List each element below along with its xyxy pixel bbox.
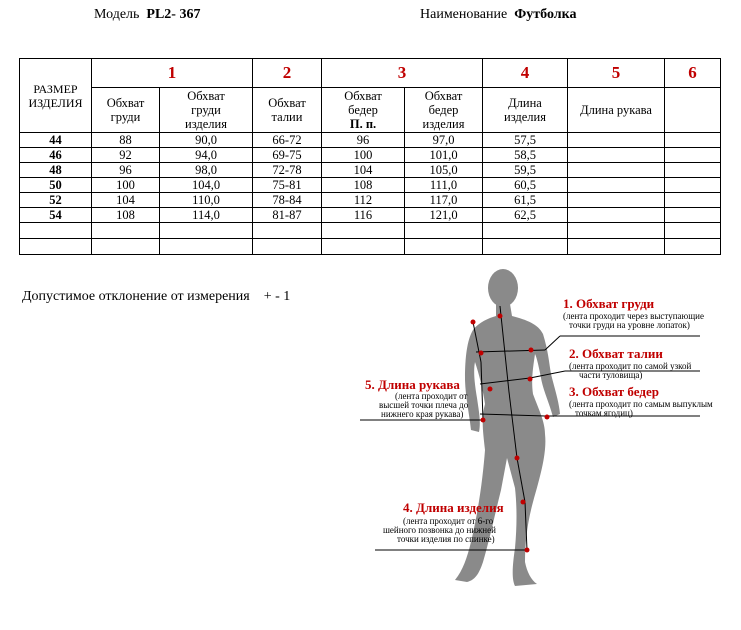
column-header-line: Обхват: [424, 89, 463, 103]
column-header: [92, 88, 160, 133]
table-row: [20, 163, 721, 178]
value-cell: [568, 208, 665, 223]
group-number-row: [20, 59, 721, 88]
annotation-line: точки груди на уровне лопаток): [569, 320, 690, 330]
value-cell: 94,0: [160, 148, 253, 163]
value-cell: 104,0: [160, 178, 253, 193]
value-cell: [665, 193, 721, 208]
column-header-line: Обхват: [344, 89, 382, 103]
name-label: Наименование: [420, 7, 508, 22]
annotation-title: 5. Длина рукава: [365, 377, 460, 392]
table-row: [20, 208, 721, 223]
value-cell: [665, 133, 721, 148]
value-cell: 57,5: [483, 133, 568, 148]
product-name-header: [420, 7, 576, 23]
value-cell: [665, 178, 721, 193]
column-header: [483, 88, 568, 133]
column-header-line: изделия: [504, 110, 546, 124]
value-cell: 69-75: [253, 148, 322, 163]
table-row: [20, 178, 721, 193]
value-cell: [665, 163, 721, 178]
annotation-sleeve: [365, 377, 469, 419]
column-header-line: Длина: [508, 96, 542, 110]
model-label: Модель: [94, 7, 140, 22]
column-header: [253, 88, 322, 133]
group-number: 4: [483, 59, 568, 88]
annotation-line: (лента проходит по самой узкой: [569, 361, 692, 371]
group-number: 6: [665, 59, 721, 88]
value-cell: 81-87: [253, 208, 322, 223]
group-number: 2: [253, 59, 322, 88]
value-cell: 100: [92, 178, 160, 193]
measurement-figure: [355, 262, 725, 592]
value-cell: 90,0: [160, 133, 253, 148]
value-cell: 60,5: [483, 178, 568, 193]
value-cell: [568, 193, 665, 208]
column-header-line: груди: [110, 110, 141, 124]
annotation-chest: [563, 296, 704, 330]
value-cell: 97,0: [405, 133, 483, 148]
value-cell: 88: [92, 133, 160, 148]
value-cell: 58,5: [483, 148, 568, 163]
annotation-line: (лента проходит от 6-го: [403, 516, 494, 526]
size-cell: 54: [20, 208, 92, 223]
size-cell: 46: [20, 148, 92, 163]
annotation-line: (лента проходит от: [395, 391, 468, 401]
name-value: Футболка: [514, 7, 577, 22]
annotation-line: части туловища): [579, 370, 643, 380]
empty-row: [20, 223, 721, 239]
value-cell: 59,5: [483, 163, 568, 178]
column-header-line: Обхват: [268, 96, 306, 110]
value-cell: [568, 163, 665, 178]
value-cell: [665, 148, 721, 163]
annotation-line: (лента проходит по самым выпуклым: [569, 399, 713, 409]
annotation-line: (лента проходит через выступающие: [563, 311, 704, 321]
table-row: [20, 133, 721, 148]
column-header: [665, 88, 721, 133]
column-header-line: изделия: [422, 117, 465, 131]
group-number: 1: [92, 59, 253, 88]
value-cell: 108: [92, 208, 160, 223]
value-cell: [568, 133, 665, 148]
annotation-title: 3. Обхват бедер: [569, 384, 659, 399]
column-header-row: [20, 88, 721, 133]
size-table: [19, 58, 721, 255]
annotation-length: [383, 500, 504, 544]
table-row: [20, 193, 721, 208]
annotation-line: высшей точки плеча до: [379, 400, 469, 410]
size-cell: 50: [20, 178, 92, 193]
value-cell: 98,0: [160, 163, 253, 178]
value-cell: 114,0: [160, 208, 253, 223]
column-header-line: Обхват: [187, 89, 225, 103]
column-header-line: П. п.: [349, 117, 377, 131]
value-cell: 96: [322, 133, 405, 148]
value-cell: 104: [322, 163, 405, 178]
value-cell: 105,0: [405, 163, 483, 178]
column-header-line: Обхват: [106, 96, 145, 110]
value-cell: 62,5: [483, 208, 568, 223]
value-cell: 72-78: [253, 163, 322, 178]
annotation-waist: [569, 346, 692, 380]
value-cell: 121,0: [405, 208, 483, 223]
column-header-line: бедер: [348, 103, 378, 117]
size-cell: 52: [20, 193, 92, 208]
annotation-line: точки изделия по спинке): [397, 534, 495, 544]
model-value: PL2- 367: [146, 7, 201, 22]
annotation-title: 4. Длина изделия: [403, 500, 504, 515]
value-cell: [568, 148, 665, 163]
annotation-line: нижнего края рукава): [381, 409, 464, 419]
value-cell: 61,5: [483, 193, 568, 208]
table-row: [20, 148, 721, 163]
column-header: [322, 88, 405, 133]
value-cell: 104: [92, 193, 160, 208]
deviation-label: Допустимое отклонение от измерения: [22, 289, 250, 304]
annotation-line: шейного позвонка до нижней: [383, 525, 496, 535]
value-cell: [568, 178, 665, 193]
column-header-line: груди: [191, 103, 221, 117]
value-cell: 66-72: [253, 133, 322, 148]
deviation-value: + - 1: [263, 289, 291, 304]
column-header: [160, 88, 253, 133]
model-header: [94, 7, 200, 23]
value-cell: 92: [92, 148, 160, 163]
value-cell: 110,0: [160, 193, 253, 208]
value-cell: 117,0: [405, 193, 483, 208]
value-cell: 75-81: [253, 178, 322, 193]
size-header-cell: [20, 59, 92, 133]
annotation-hips: [569, 384, 713, 418]
column-header: [405, 88, 483, 133]
size-header-line: ИЗДЕЛИЯ: [28, 95, 83, 110]
group-number: 5: [568, 59, 665, 88]
value-cell: 111,0: [405, 178, 483, 193]
value-cell: 100: [322, 148, 405, 163]
annotation-title: 2. Обхват талии: [569, 346, 663, 361]
group-number: 3: [322, 59, 483, 88]
empty-row: [20, 239, 721, 255]
annotation-line: точкам ягодиц): [575, 408, 633, 418]
value-cell: 108: [322, 178, 405, 193]
value-cell: 78-84: [253, 193, 322, 208]
column-header-line: изделия: [185, 117, 227, 131]
value-cell: [665, 208, 721, 223]
column-header-line: талии: [271, 110, 303, 124]
value-cell: 116: [322, 208, 405, 223]
deviation-note: [22, 289, 290, 305]
size-cell: 44: [20, 133, 92, 148]
value-cell: 101,0: [405, 148, 483, 163]
value-cell: 112: [322, 193, 405, 208]
size-header-line: РАЗМЕР: [33, 81, 78, 96]
value-cell: 96: [92, 163, 160, 178]
size-cell: 48: [20, 163, 92, 178]
column-header: Длина рукава: [568, 88, 665, 133]
annotation-title: 1. Обхват груди: [563, 296, 655, 311]
column-header-line: бедер: [428, 103, 459, 117]
